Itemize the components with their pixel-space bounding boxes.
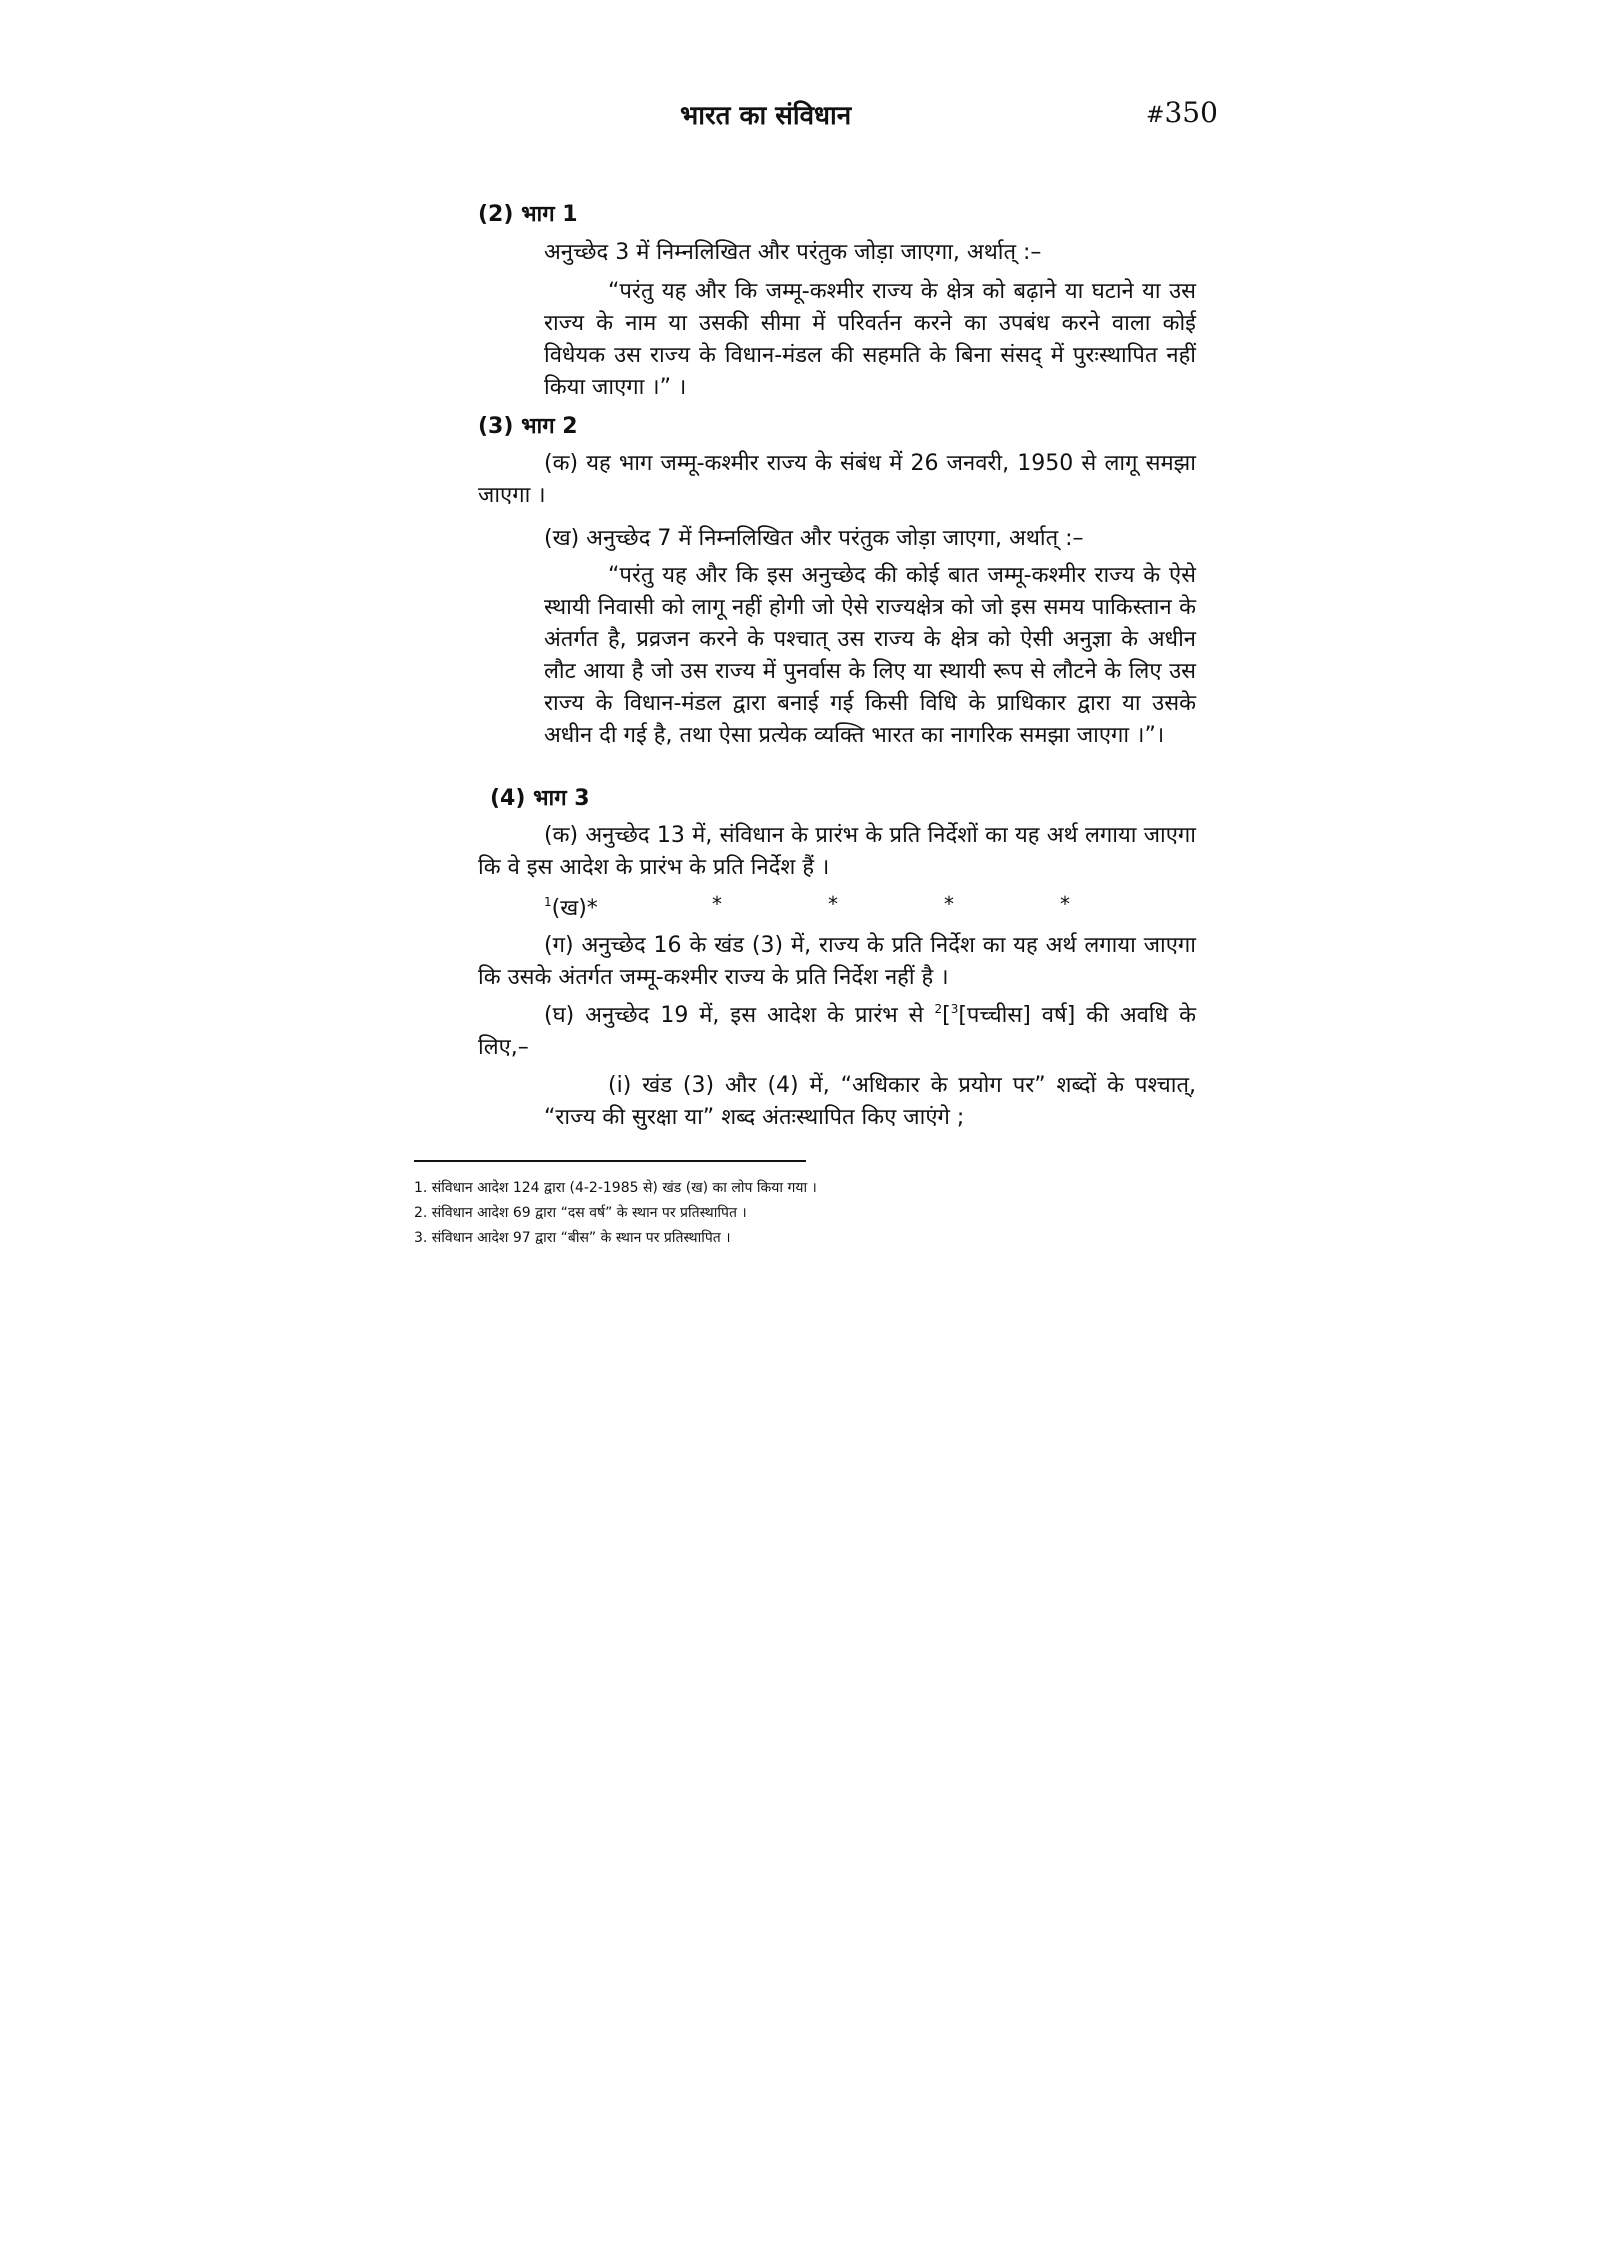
- footnote-ref-1: 1: [544, 895, 552, 909]
- part3-item-gha-text: (घ) अनुच्छेद 19 में, इस आदेश के प्रारंभ से: [544, 1003, 935, 1028]
- part2-item-ka: (क) यह भाग जम्मू-कश्मीर राज्य के संबंध में 26 जनवरी, 1950 से लागू समझा जाएगा ।: [478, 451, 1196, 508]
- section-heading-part3: (4) भाग 3: [490, 786, 590, 811]
- omission-star: *: [828, 892, 838, 916]
- footnote-3: 3. संविधान आदेश 97 द्वारा “बीस” के स्थान पर प्रतिस्थापित ।: [414, 1230, 731, 1246]
- omission-star: *: [712, 892, 722, 916]
- omission-star: *: [944, 892, 954, 916]
- footnote-2: 2. संविधान आदेश 69 द्वारा “दस वर्ष” के स्थान पर प्रतिस्थापित ।: [414, 1205, 747, 1221]
- part1-intro: अनुच्छेद 3 में निम्नलिखित और परंतुक जोड़ा जाएगा, अर्थात् :–: [544, 240, 1042, 265]
- page-title: भारत का संविधान: [680, 101, 852, 131]
- part3-item-kha-text: (ख)*: [551, 896, 598, 921]
- section-heading-part2: (3) भाग 2: [478, 414, 578, 439]
- page-mark: #: [1146, 103, 1165, 128]
- part2-proviso: “परंतु यह और कि इस अनुच्छेद की कोई बात जम्मू-कश्मीर राज्य के ऐसे स्थायी निवासी को लागू नहीं होगी जो ऐसे राज्यक्षेत्र को जो इस समय पाकिस्तान के अंतर्गत है, प्रव्रजन करने के पश्चात् उस राज्य के क्षेत्र को ऐसी अनुज्ञा के अधीन लौट आया है जो उस राज्य में पुनर्वास के लिए या स्थायी रूप से लौटने के लिए उस राज्य के विधान-मंडल द्वारा बनाई गई किसी विधि के प्राधिकार द्वारा या उसके अधीन दी गई है, तथा ऐसा प्रत्येक व्यक्ति भारत का नागरिक समझा जाएगा ।”।: [544, 563, 1196, 748]
- part2-item-kha: (ख) अनुच्छेद 7 में निम्नलिखित और परंतुक जोड़ा जाएगा, अर्थात् :–: [544, 526, 1084, 551]
- part1-proviso: “परंतु यह और कि जम्मू-कश्मीर राज्य के क्षेत्र को बढ़ाने या घटाने या उस राज्य के नाम या उसकी सीमा में परिवर्तन करने का उपबंध करने वाला कोई विधेयक उस राज्य के विधान-मंडल की सहमति के बिना संसद् में पुरःस्थापित नहीं किया जाएगा ।” ।: [544, 279, 1196, 400]
- part3-item-gha: [478, 1000, 1196, 1064]
- bracket-open: [: [942, 1003, 951, 1028]
- page-number: [1146, 96, 1218, 129]
- omission-star: *: [1060, 892, 1070, 916]
- part3-item-ga: (ग) अनुच्छेद 16 के खंड (3) में, राज्य के प्रति निर्देश का यह अर्थ लगाया जाएगा कि उसके अंतर्गत जम्मू-कश्मीर राज्य के प्रति निर्देश नहीं है ।: [478, 933, 1196, 990]
- part3-item-ka: (क) अनुच्छेद 13 में, संविधान के प्रारंभ के प्रति निर्देशों का यह अर्थ लगाया जाएगा कि वे इस आदेश के प्रारंभ के प्रति निर्देश हैं ।: [478, 823, 1196, 880]
- section-heading-part1: (2) भाग 1: [478, 202, 578, 227]
- footnote-ref-2: 2: [934, 1002, 943, 1016]
- footnote-1: 1. संविधान आदेश 124 द्वारा (4-2-1985 से) खंड (ख) का लोप किया गया ।: [414, 1180, 817, 1196]
- footnote-ref-3: 3: [950, 1002, 959, 1016]
- footnote-divider: [414, 1160, 806, 1162]
- part3-item-gha-tail: [पच्चीस] वर्ष] की अवधि के लिए,–: [478, 1003, 1196, 1060]
- page-number-value: 350: [1164, 96, 1218, 129]
- part3-item-gha-i: (i) खंड (3) और (4) में, “अधिकार के प्रयोग पर” शब्दों के पश्चात्, “राज्य की सुरक्षा या” शब्द अंतःस्थापित किए जाएंगे ;: [544, 1073, 1196, 1130]
- part3-item-kha: [544, 892, 598, 922]
